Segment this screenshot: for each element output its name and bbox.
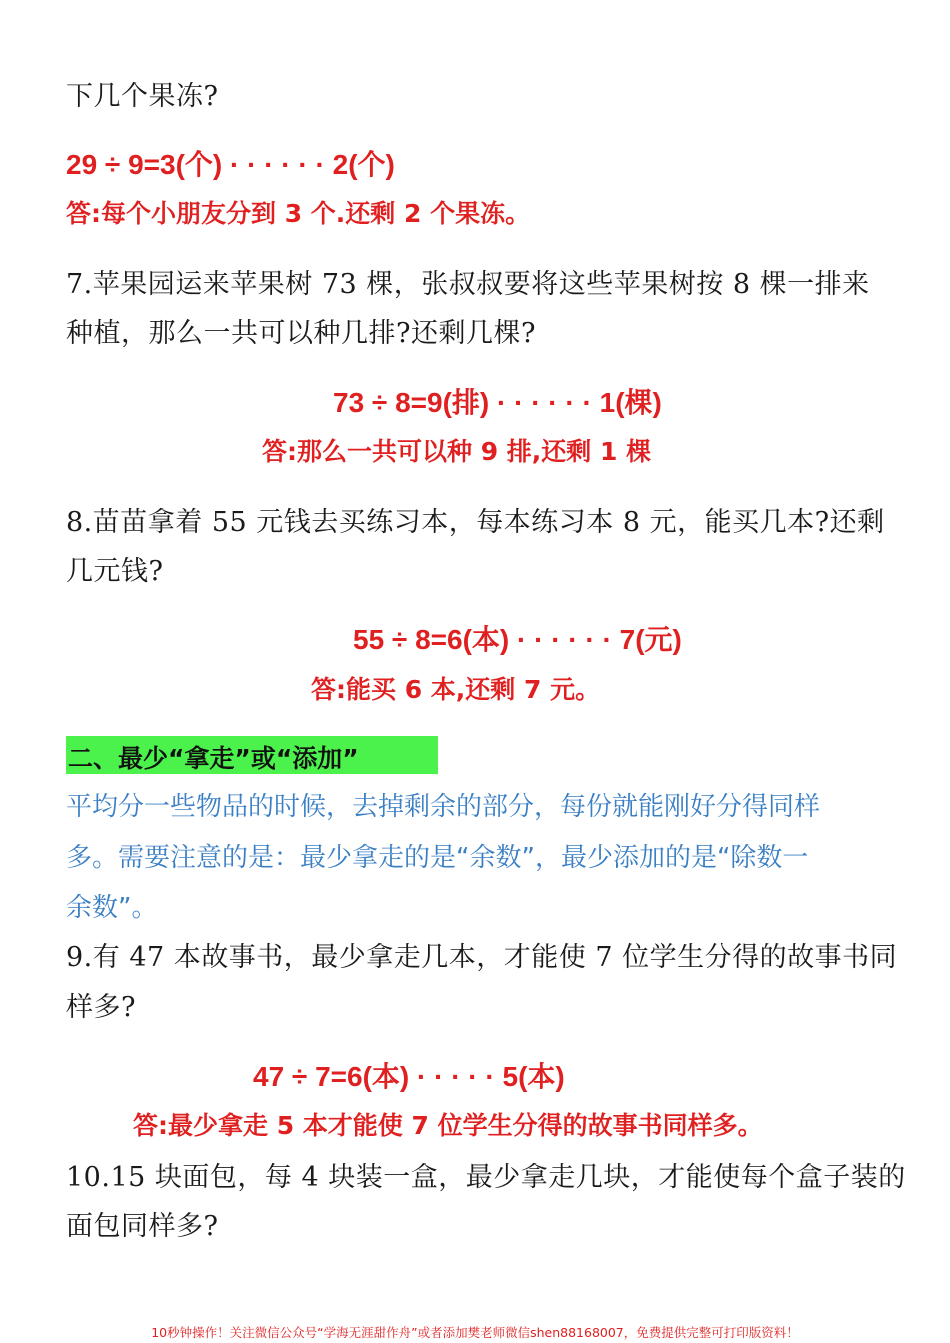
answer-9: 答:最少拿走 5 本才能使 7 位学生分得的故事书同样多。 [133, 1111, 763, 1140]
question-10-line-1: 10.15 块面包，每 4 块装一盒，最少拿走几块，才能使每个盒子装的 [66, 1162, 906, 1193]
calculation-6: 29 ÷ 9=3(个) · · · · · · 2(个) [66, 149, 395, 180]
section-title: 二、最少“拿走”或“添加” [68, 744, 359, 773]
section-heading-highlight [66, 736, 438, 774]
tip-line-1: 平均分一些物品的时候，去掉剩余的部分，每份就能刚好分得同样 [66, 792, 821, 822]
question-8-line-1: 8.苗苗拿着 55 元钱去买练习本，每本练习本 8 元，能买几本?还剩 [66, 507, 885, 538]
question-8-line-2: 几元钱? [66, 556, 164, 587]
calculation-8: 55 ÷ 8=6(本) · · · · · · 7(元) [353, 624, 682, 655]
tip-line-3: 余数”。 [66, 893, 158, 923]
calculation-7: 73 ÷ 8=9(排) · · · · · · 1(棵) [333, 387, 662, 418]
answer-8: 答:能买 6 本,还剩 7 元。 [311, 675, 601, 704]
question-9-line-2: 样多? [66, 992, 136, 1023]
footer-notice: 10秒钟操作！关注微信公众号“学海无涯甜作舟”或者添加樊老师微信shen88168007，免费提供完整可打印版资料！ [151, 1325, 799, 1340]
tip-line-2: 多。需要注意的是：最少拿走的是“余数”，最少添加的是“除数一 [66, 843, 809, 873]
answer-7: 答:那么一共可以种 9 排,还剩 1 棵 [262, 437, 652, 466]
answer-6: 答:每个小朋友分到 3 个.还剩 2 个果冻。 [66, 199, 531, 228]
calculation-9: 47 ÷ 7=6(本) · · · · · 5(本) [253, 1061, 565, 1092]
question-6-tail: 下几个果冻? [66, 81, 219, 112]
question-10-line-2: 面包同样多? [66, 1211, 219, 1242]
question-7-line-2: 种植，那么一共可以种几排?还剩几棵? [66, 318, 536, 349]
question-9-line-1: 9.有 47 本故事书，最少拿走几本，才能使 7 位学生分得的故事书同 [66, 942, 898, 973]
question-7-line-1: 7.苹果园运来苹果树 73 棵，张叔叔要将这些苹果树按 8 棵一排来 [66, 269, 870, 300]
